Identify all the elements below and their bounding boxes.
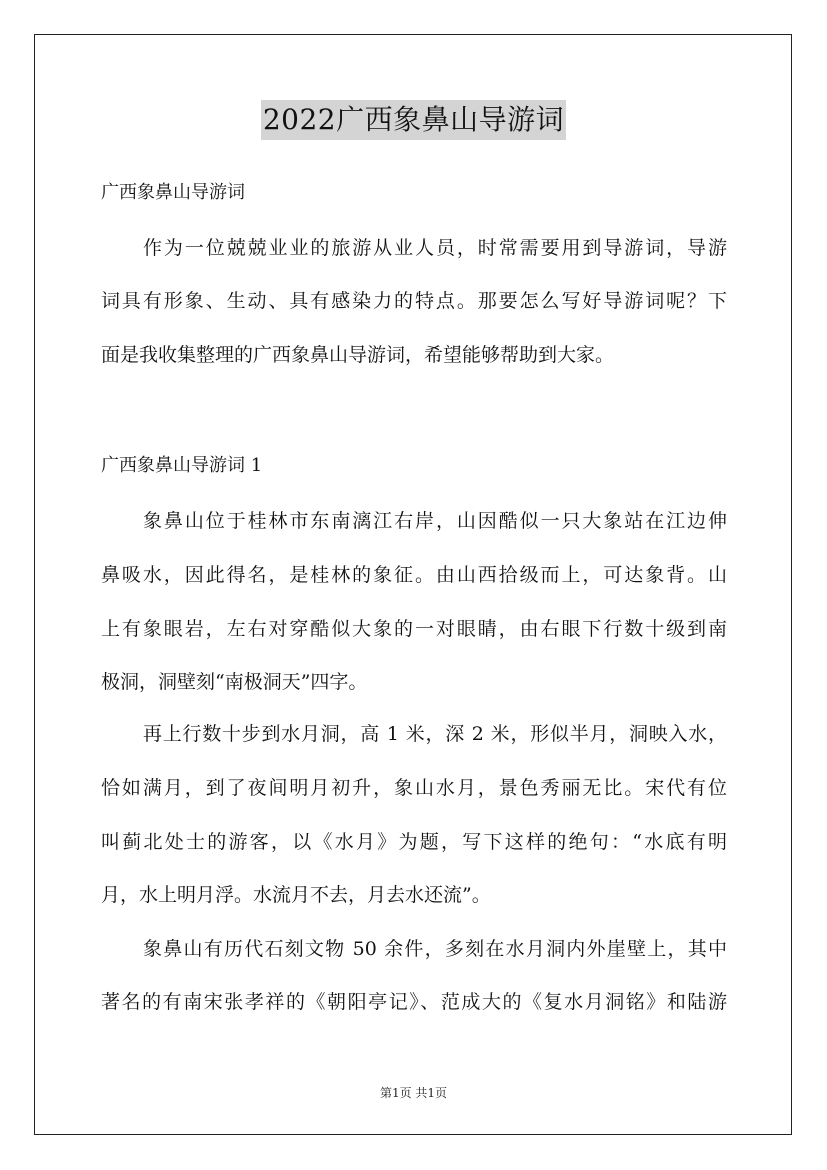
p2-line-2: 恰如满月，到了夜间明月初升，象山水月，景色秀丽无比。宋代有位	[101, 777, 727, 799]
p3-line-1: 象鼻山有历代石刻文物 50 余件，多刻在水月洞内外崖壁上，其中	[143, 938, 727, 960]
p1-line-3: 上有象眼岩，左右对穿酷似大象的一对眼睛，由右眼下行数十级到南	[101, 618, 727, 640]
p1-line-1: 象鼻山位于桂林市东南漓江右岸，山因酷似一只大象站在江边伸	[143, 510, 727, 532]
p1-line-4: 极洞，洞壁刻“南极洞天”四字。	[101, 671, 368, 693]
page-footer: 第1页 共1页	[379, 1086, 448, 1100]
p2-line-3: 叫蓟北处士的游客，以《水月》为题，写下这样的绝句：“水底有明	[101, 831, 727, 853]
p1-line-2: 鼻吸水，因此得名，是桂林的象征。由山西拾级而上，可达象背。山	[101, 564, 727, 586]
section-heading: 广西象鼻山导游词	[101, 182, 245, 203]
p3-line-2: 著名的有南宋张孝祥的《朝阳亭记》、范成大的《复水月洞铭》和陆游	[101, 991, 727, 1013]
p2-line-1: 再上行数十步到水月洞，高 1 米，深 2 米，形似半月，洞映入水，	[143, 723, 727, 745]
section-heading-1: 广西象鼻山导游词 1	[101, 455, 263, 476]
p2-line-4: 月，水上明月浮。水流月不去，月去水还流”。	[101, 884, 491, 906]
title-container	[0, 100, 827, 140]
intro-line-1: 作为一位兢兢业业的旅游从业人员，时常需要用到导游词，导游	[143, 237, 727, 259]
document-title: 2022广西象鼻山导游词	[261, 100, 566, 140]
intro-line-2: 词具有形象、生动、具有感染力的特点。那要怎么写好导游词呢？下	[101, 290, 727, 312]
intro-line-3: 面是我收集整理的广西象鼻山导游词，希望能够帮助到大家。	[101, 344, 615, 366]
